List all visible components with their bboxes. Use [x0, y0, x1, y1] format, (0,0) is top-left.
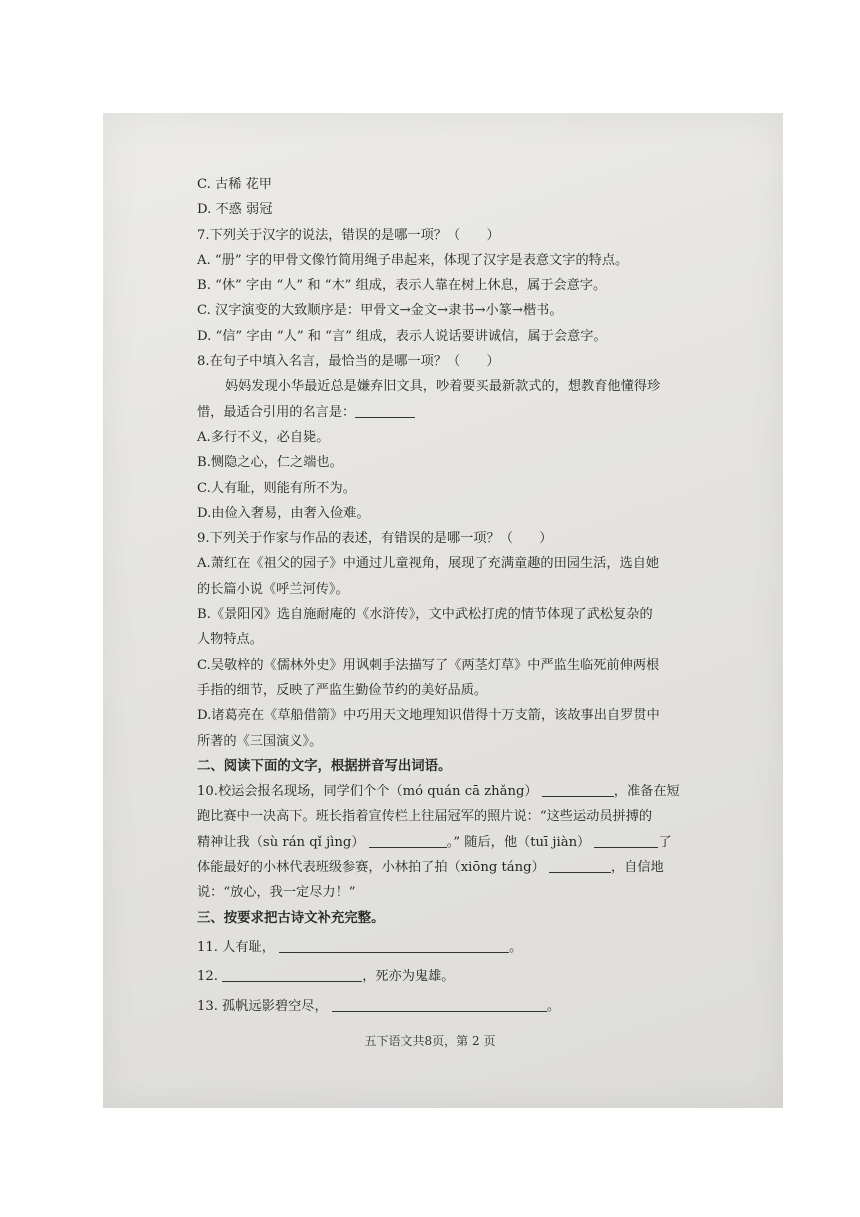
- question-10-text: 体能最好的小林代表班级参赛，小林拍了拍（xiōng táng）: [197, 860, 545, 876]
- question-9-option-a-line-2: 的长篇小说《呼兰河传》。: [197, 581, 349, 597]
- question-9: 9.下列关于作家与作品的表述，有错误的是哪一项？（ ）: [197, 531, 553, 547]
- question-7-option-a: A. “册” 字的甲骨文像竹简用绳子串起来，体现了汉字是表意文字的特点。: [197, 252, 629, 268]
- question-8-option-d: D.由俭入奢易，由奢入俭难。: [197, 505, 370, 521]
- question-13-text: 13. 孤帆远影碧空尽，: [197, 998, 328, 1014]
- question-12-end: ，死亦为鬼雄。: [362, 969, 455, 985]
- question-13-end: 。: [546, 998, 561, 1014]
- answer-blank[interactable]: [332, 997, 547, 1012]
- question-8-option-b: B.恻隐之心，仁之端也。: [197, 455, 343, 471]
- option-d-prev: D. 不惑 弱冠: [197, 202, 273, 218]
- question-10-line-1: [197, 779, 725, 804]
- question-12-text: 12.: [197, 969, 218, 985]
- question-8-stem-line-2: [197, 400, 725, 425]
- question-9-option-a-line-1: A.萧红在《祖父的园子》中通过儿童视角，展现了充满童趣的田园生活，选自她: [197, 556, 660, 572]
- answer-blank[interactable]: [594, 833, 658, 848]
- question-10-line-5: 说：“放心，我一定尽力！”: [197, 885, 356, 901]
- question-11-text: 11. 人有耻，: [197, 939, 275, 955]
- question-9-option-b-line-1: B.《景阳冈》选自施耐庵的《水浒传》，文中武松打虎的情节体现了武松复杂的: [197, 607, 653, 623]
- question-10-text: ，自信地: [610, 860, 664, 876]
- question-12: [197, 964, 725, 989]
- question-11-end: 。: [509, 939, 523, 955]
- question-8-stem-line-1: 妈妈发现小华最近总是嫌弃旧文具，吵着要买最新款式的，想教育他懂得珍: [225, 379, 661, 395]
- section-2-heading: 二、阅读下面的文字，根据拼音写出词语。: [197, 758, 452, 774]
- question-10-text: 了: [658, 834, 672, 850]
- answer-blank[interactable]: [222, 967, 362, 982]
- answer-blank[interactable]: [542, 782, 614, 797]
- question-9-option-d-line-2: 所著的《三国演义》。: [197, 733, 323, 749]
- question-10-text: 10.校运会报名现场，同学们个个（mó quán cā zhǎng）: [197, 784, 538, 800]
- question-7-option-b: B. “休” 字由 “人” 和 “木” 组成，表示人靠在树上休息，属于会意字。: [197, 278, 607, 294]
- question-7-option-c: C. 汉字演变的大致顺序是：甲骨文→金文→隶书→小篆→楷书。: [197, 303, 563, 319]
- question-9-option-c-line-2: 手指的细节，反映了严监生勤俭节约的美好品质。: [197, 682, 488, 698]
- question-8: 8.在句子中填入名言，最恰当的是哪一项？（ ）: [197, 354, 500, 370]
- option-c-prev: C. 古稀 花甲: [197, 177, 272, 192]
- question-10-text: 精神让我（sù rán qǐ jìng）: [197, 834, 365, 850]
- question-9-option-b-line-2: 人物特点。: [197, 632, 263, 648]
- question-10-line-3: [197, 830, 725, 855]
- question-9-option-d-line-1: D.诸葛亮在《草船借箭》中巧用天文地理知识借得十万支箭，该故事出自罗贯中: [197, 708, 660, 724]
- question-11: [197, 935, 725, 960]
- question-7-option-d: D. “信” 字由 “人” 和 “言” 组成，表示人说话要讲诚信，属于会意字。: [197, 328, 607, 344]
- answer-blank[interactable]: [355, 403, 415, 418]
- question-8-option-c: C.人有耻，则能有所不为。: [197, 480, 356, 496]
- question-10-text: ，准备在短: [613, 784, 680, 800]
- question-9-option-c-line-1: C.吴敬梓的《儒林外史》用讽刺手法描写了《两茎灯草》中严监生临死前伸两根: [197, 657, 660, 673]
- question-7: 7.下列关于汉字的说法，错误的是哪一项？（ ）: [197, 227, 500, 243]
- question-8-option-a: A.多行不义，必自毙。: [197, 429, 330, 445]
- page-footer: 五下语文共8页，第 2 页: [364, 1034, 496, 1048]
- exam-content: [197, 172, 725, 1019]
- question-13: [197, 994, 725, 1019]
- answer-blank[interactable]: [369, 833, 447, 848]
- question-10-text: 。” 随后，他（tuī jiàn）: [446, 834, 591, 850]
- question-10-line-2: 跑比赛中一决高下。班长指着宣传栏上往届冠军的照片说：“这些运动员拼搏的: [197, 809, 653, 825]
- question-8-stem-text: 惜，最适合引用的名言是：: [197, 404, 356, 420]
- section-3-heading: 三、按要求把古诗文补充完整。: [197, 910, 385, 926]
- question-10-line-4: [197, 855, 725, 880]
- answer-blank[interactable]: [549, 858, 611, 873]
- answer-blank[interactable]: [279, 938, 509, 953]
